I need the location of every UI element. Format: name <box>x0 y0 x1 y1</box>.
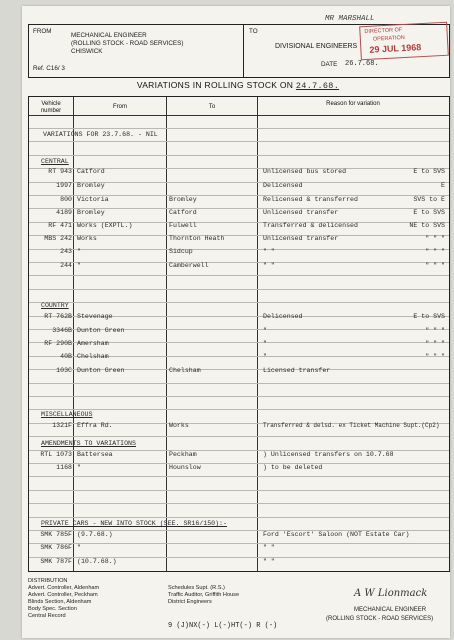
from-location: (9.7.68.) <box>77 531 113 538</box>
vehicle-number: 1168 <box>56 464 72 471</box>
date-value: 26.7.68. <box>345 60 379 68</box>
vehicle-number: 243 <box>60 248 72 255</box>
variation-reason: " " <box>263 262 275 269</box>
row-rule <box>29 409 449 410</box>
status-code: " " " <box>425 353 445 360</box>
status-code: " " " <box>425 327 445 334</box>
status-code: E to SVS <box>413 313 445 320</box>
section-amendments: AMENDMENTS TO VARIATIONS <box>41 440 136 447</box>
variation-reason: " <box>263 340 267 347</box>
to-value: DIVISIONAL ENGINEERS <box>275 43 358 50</box>
from-location: Amersham <box>77 340 109 347</box>
ref-label: Ref. C16/ 3 <box>33 65 65 72</box>
distribution-label: DISTRIBUTION <box>28 578 68 584</box>
vehicle-number: RTL 1073 <box>40 451 72 458</box>
row-rule <box>29 302 449 303</box>
stamp-line-2: OPERATION <box>372 34 405 43</box>
dist-left-1: Advert. Controller, Aldenham <box>28 585 100 591</box>
from-location: (10.7.68.) <box>77 558 117 565</box>
variation-reason: " <box>263 327 267 334</box>
vehicle-number: 800 <box>60 196 72 203</box>
from-location: Chelsham <box>77 353 109 360</box>
from-location: Bromley <box>77 182 105 189</box>
col-header-reason: Reason for variation <box>326 101 380 107</box>
bottom-code: 9 (J)NX(-) L(-)HT(-) R (-) <box>168 622 278 630</box>
variation-reason: Unlicensed bus stored <box>263 168 347 175</box>
variation-reason: ) Unlicensed transfers on 10.7.68 <box>263 451 394 458</box>
to-location: Chelsham <box>169 367 201 374</box>
dist-left-4: Body Spec. Section <box>28 606 77 612</box>
dist-left-2: Advert. Controller, Peckham <box>28 592 98 598</box>
row-rule <box>29 289 449 290</box>
vehicle-number: SMK 787F <box>40 558 72 565</box>
vehicle-number: 103C <box>56 367 72 374</box>
status-code: " " " <box>425 248 445 255</box>
from-location: Dunton Green <box>77 327 125 334</box>
from-line-1: MECHANICAL ENGINEER <box>71 32 147 39</box>
received-stamp <box>359 22 449 61</box>
from-location: Bromley <box>77 209 105 216</box>
vehicle-number: 40B <box>60 353 72 360</box>
col-header-vehicle: Vehicle number <box>40 101 62 114</box>
to-location: Camberwell <box>169 262 209 269</box>
variation-reason: Unlicensed transfer <box>263 235 339 242</box>
vehicle-number: 1997 <box>56 182 72 189</box>
title-date: 24.7.68. <box>295 81 340 91</box>
from-location: " <box>77 544 81 551</box>
from-location: Catford <box>77 168 105 175</box>
row-rule <box>29 503 449 504</box>
section-central: CENTRAL <box>41 158 69 165</box>
vehicle-number: RF 471 <box>48 222 72 229</box>
row-rule <box>29 543 449 544</box>
row-rule <box>29 275 449 276</box>
variation-reason: Unlicensed transfer <box>263 209 339 216</box>
to-location: Bromley <box>169 196 197 203</box>
from-location: Dunton Green <box>77 367 125 374</box>
variation-reason: " " <box>263 558 275 565</box>
row-rule <box>29 383 449 384</box>
variation-reason: Transferred & delsd. ex Ticket Machine Supt.(Cp2) <box>263 422 440 429</box>
page-title <box>28 80 448 91</box>
to-location: Catford <box>169 209 197 216</box>
from-line-2: (ROLLING STOCK - ROAD SERVICES) <box>71 40 184 47</box>
variation-reason: Relicensed & transferred <box>263 196 358 203</box>
sign-title: MECHANICAL ENGINEER <box>354 607 427 613</box>
variation-reason: Delicensed <box>263 313 303 320</box>
variations-table <box>28 96 450 572</box>
to-location: Thornton Heath <box>169 235 225 242</box>
row-rule <box>29 463 449 464</box>
to-location: Peckham <box>169 451 197 458</box>
vehicle-number: 3346B <box>52 327 72 334</box>
status-code: NE to SVS <box>409 222 445 229</box>
vehicle-number: 244 <box>60 262 72 269</box>
status-code: " " " <box>425 340 445 347</box>
vehicle-number: RT 762B <box>44 313 72 320</box>
from-location: " <box>77 262 81 269</box>
status-code: " " " <box>425 235 445 242</box>
from-location: Works <box>77 235 97 242</box>
from-location: Stevenage <box>77 313 113 320</box>
to-location: Hounslow <box>169 464 201 471</box>
from-label: FROM <box>33 28 52 35</box>
status-code: " " " <box>425 262 445 269</box>
header-rule <box>29 115 449 116</box>
variation-reason: ) to be deleted <box>263 464 323 471</box>
from-location: " <box>77 248 81 255</box>
variation-reason: Transferred & delicensed <box>263 222 358 229</box>
vehicle-number: RF 290B <box>44 340 72 347</box>
row-rule <box>29 517 449 518</box>
vehicle-number: SMK 785F <box>40 531 72 538</box>
row-rule <box>29 128 449 129</box>
status-code: E to SVS <box>413 168 445 175</box>
dist-left-3: Blinds Section, Aldenham <box>28 599 92 605</box>
stamp-line-1: DIRECTOR OF <box>364 27 403 36</box>
variation-reason: " <box>263 353 267 360</box>
from-location: Works (EXPTL.) <box>77 222 133 229</box>
dist-left-5: Central Record <box>28 613 66 619</box>
stamp-date: 29 JUL 1968 <box>369 42 422 55</box>
variation-reason: Delicensed <box>263 182 303 189</box>
intro-line: VARIATIONS FOR 23.7.68. - NIL <box>43 131 158 138</box>
row-rule <box>29 249 449 250</box>
from-location: Battersea <box>77 451 113 458</box>
section-country: COUNTRY <box>41 302 69 309</box>
from-location: Effra Rd. <box>77 422 113 429</box>
to-location: Sidcup <box>169 248 193 255</box>
variation-reason: Ford 'Escort' Saloon (NOT Estate Car) <box>263 531 410 538</box>
signature: A W Lionmack <box>354 588 428 599</box>
row-rule <box>29 476 449 477</box>
header-divider <box>243 25 244 77</box>
row-rule <box>29 490 449 491</box>
to-label: TO <box>249 28 258 35</box>
row-rule <box>29 436 449 437</box>
variation-reason: " " <box>263 544 275 551</box>
col-header-to: To <box>208 104 216 110</box>
section-miscellaneous: MISCELLANEOUS <box>41 411 93 418</box>
status-code: E <box>441 182 445 189</box>
to-location: Fulwell <box>169 222 197 229</box>
row-rule <box>29 396 449 397</box>
status-code: E to SVS <box>413 209 445 216</box>
vehicle-number: 4189 <box>56 209 72 216</box>
vehicle-number: SMK 786F <box>40 544 72 551</box>
dist-mid-1: Schedules Supt. (R.S.) <box>168 585 225 591</box>
to-location: Works <box>169 422 189 429</box>
status-code: SVS to E <box>413 196 445 203</box>
date-label: DATE <box>321 61 338 68</box>
vehicle-number: MBS 242 <box>44 235 72 242</box>
variation-reason: " " <box>263 248 275 255</box>
title-prefix: VARIATIONS IN ROLLING STOCK ON <box>136 80 294 90</box>
from-location: Victoria <box>77 196 109 203</box>
dist-mid-3: District Engineers <box>168 599 212 605</box>
from-location: " <box>77 464 81 471</box>
vehicle-number: 1321F <box>52 422 72 429</box>
from-line-3: CHISWICK <box>71 48 103 55</box>
vehicle-number: RT 943 <box>48 168 72 175</box>
sign-dept: (ROLLING STOCK - ROAD SERVICES) <box>326 616 434 622</box>
row-rule <box>29 262 449 263</box>
variation-reason: Licensed transfer <box>263 367 331 374</box>
row-rule <box>29 155 449 156</box>
to-handwritten: MR MARSHALL <box>325 15 375 23</box>
section-private-cars: PRIVATE CARS - NEW INTO STOCK (SEE. SR16/150):- <box>41 520 227 527</box>
row-rule <box>29 141 449 142</box>
dist-mid-2: Traffic Auditor, Griffith House <box>168 592 240 598</box>
col-header-from: From <box>113 104 127 110</box>
